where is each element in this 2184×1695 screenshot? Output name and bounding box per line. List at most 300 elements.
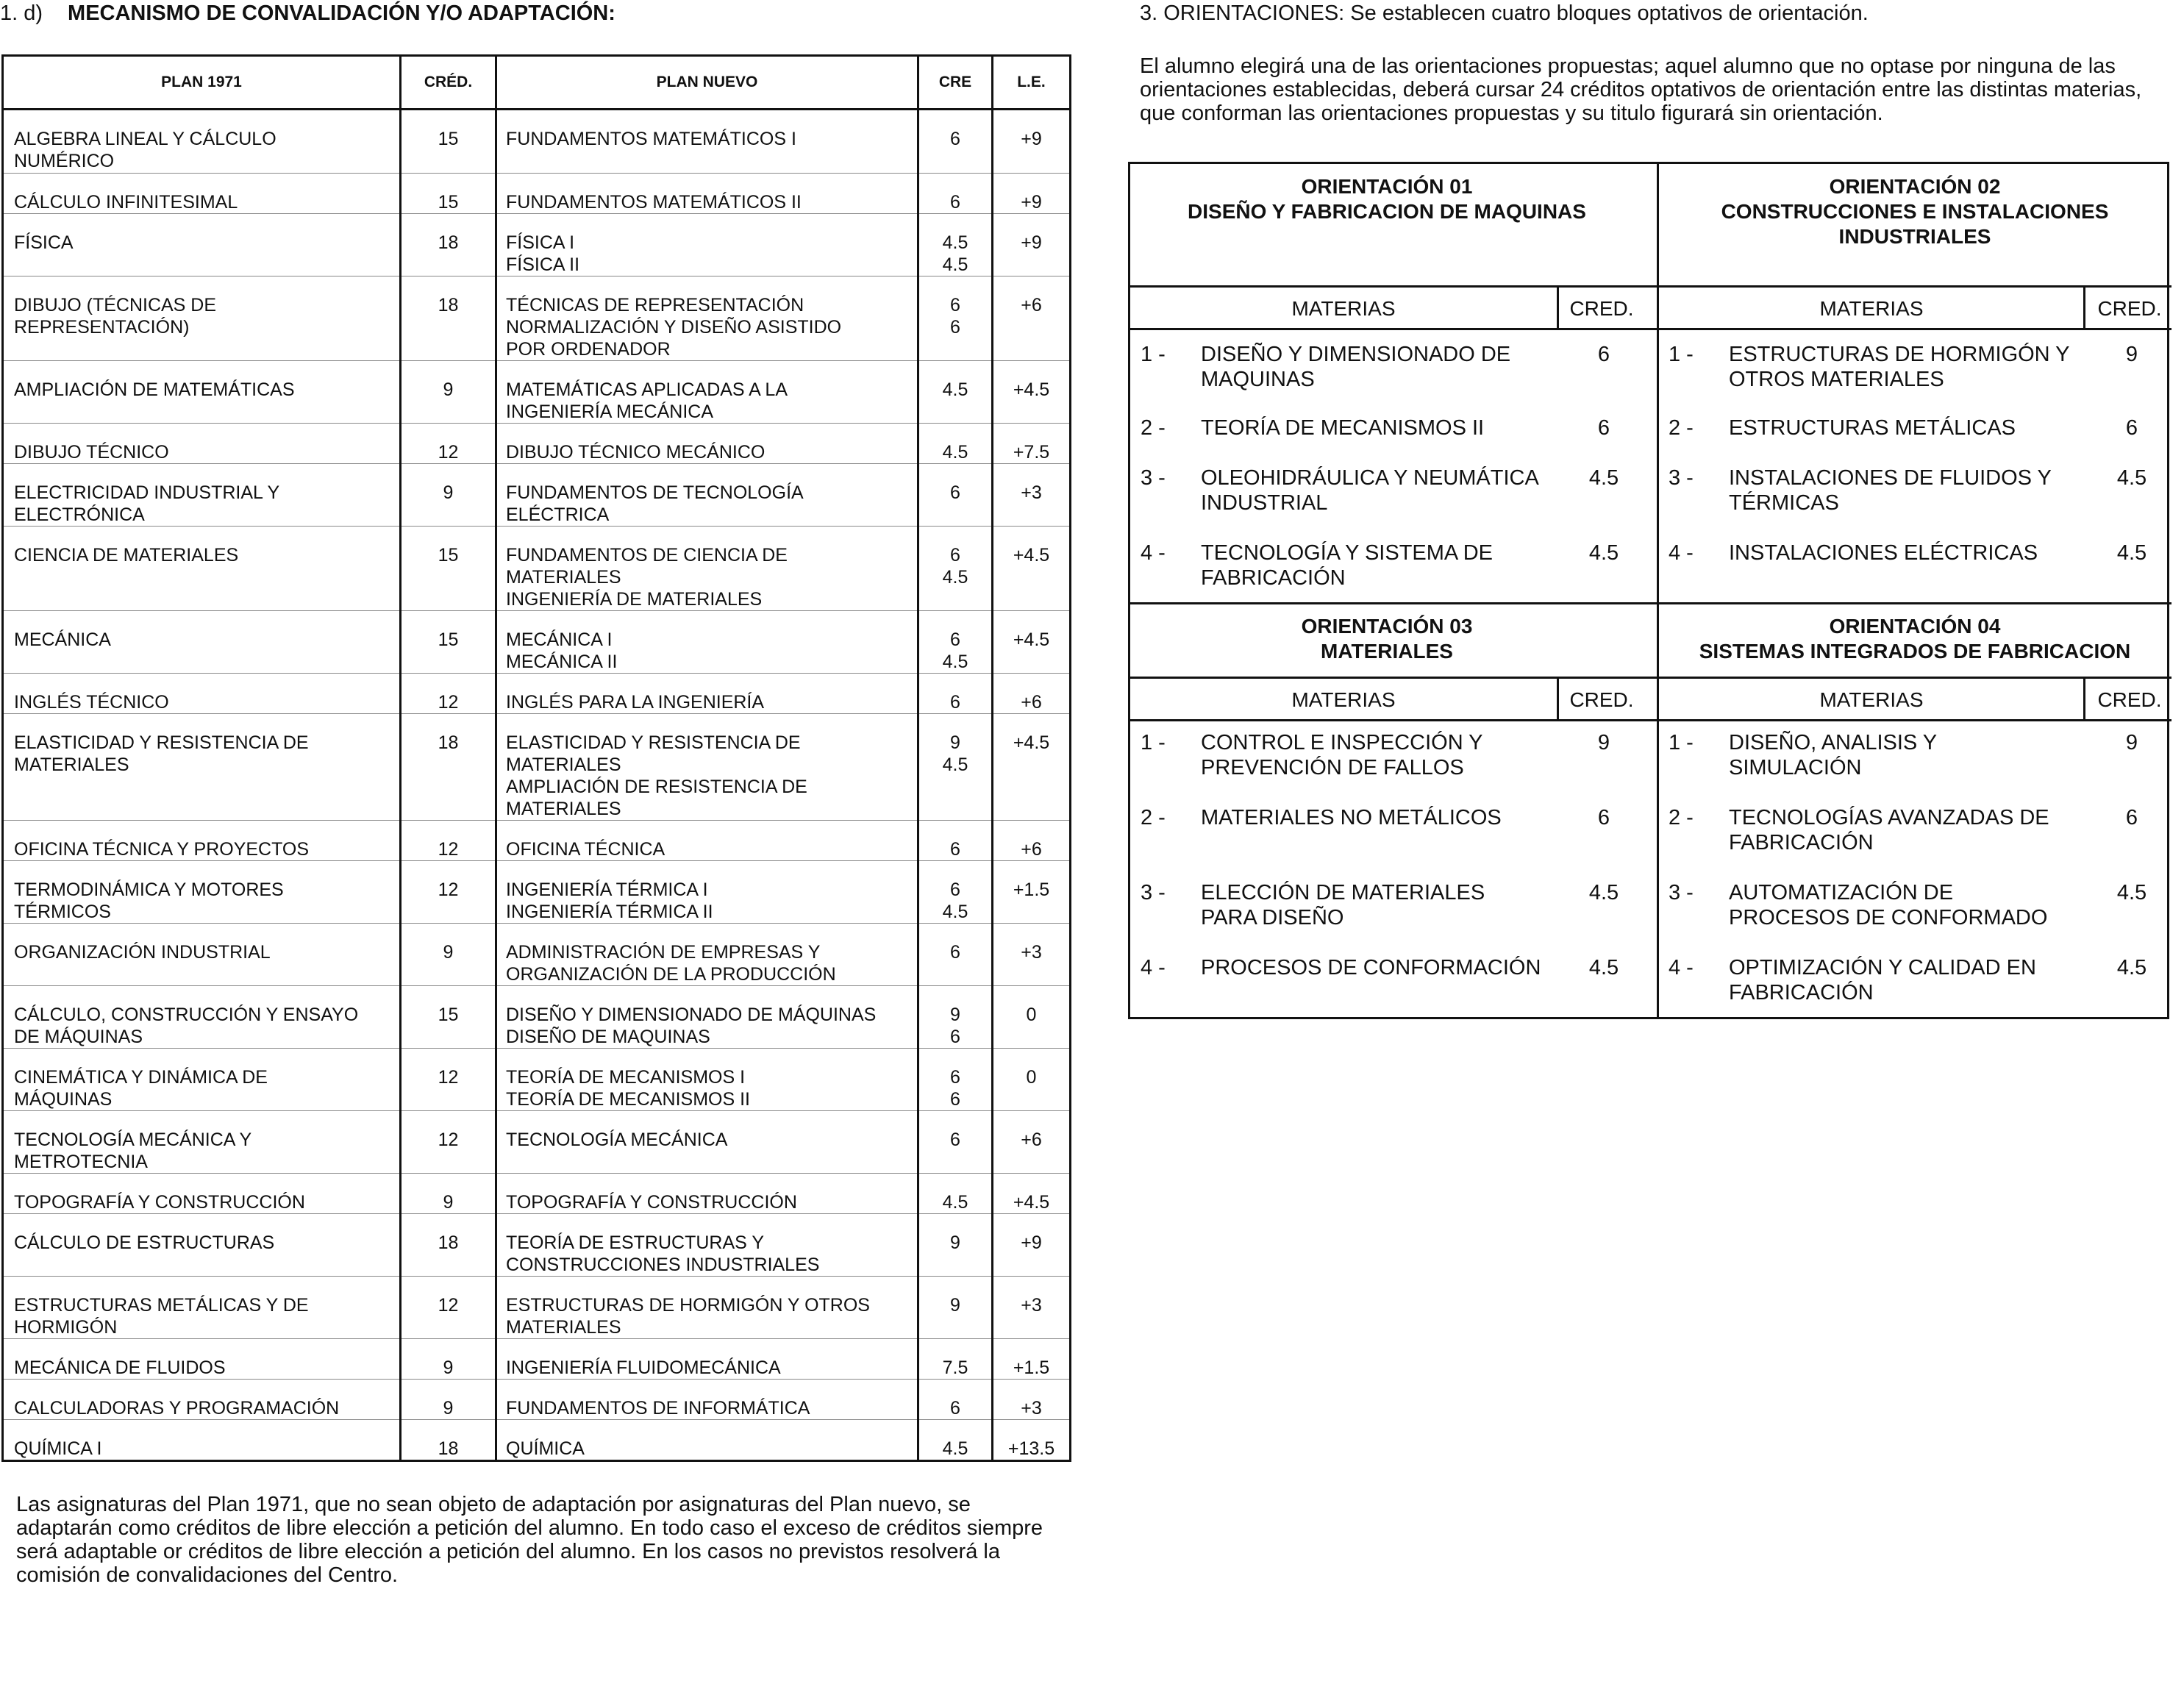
plan-nuevo-cell-line: FUNDAMENTOS MATEMÁTICOS I: [506, 129, 796, 149]
cre-cell-line: 6: [950, 129, 960, 149]
cre-cell-line: 9: [950, 1004, 960, 1025]
item-name-line: INDUSTRIAL: [1201, 491, 1328, 515]
plan-nuevo-cell-line: INGLÉS PARA LA INGENIERÍA: [506, 692, 765, 713]
plan-nuevo-cell-line: MATERIALES: [506, 567, 621, 588]
plan-1971-cell-line: MÁQUINAS: [14, 1089, 113, 1110]
header-plan-nuevo: PLAN NUEVO: [496, 56, 918, 110]
plan-1971-cell-line: FÍSICA: [14, 232, 74, 253]
item-name-line: DISEÑO, ANALISIS Y: [1729, 731, 1938, 754]
plan-1971-cell: [3, 1420, 401, 1461]
plan-nuevo-cell: [496, 1339, 918, 1380]
col-cred: CRED.: [2097, 297, 2162, 320]
item-number: 4 -: [1669, 956, 1694, 979]
le-cell-line: +6: [1021, 295, 1042, 315]
table-row: [3, 611, 1071, 674]
rule-bottom-colheads: [1130, 719, 2171, 721]
le-cell-line: +9: [1021, 1232, 1042, 1253]
cre-cell-line: 6: [950, 1027, 960, 1047]
plan-nuevo-cell: [496, 1214, 918, 1277]
cred-cell: [401, 674, 496, 714]
le-cell-line: +7.5: [1013, 442, 1050, 463]
item-name-line: TECNOLOGÍA Y SISTEMA DE: [1201, 541, 1493, 565]
cred-cell-line: 18: [438, 1232, 459, 1253]
item-name-line: DISEÑO Y DIMENSIONADO DE: [1201, 343, 1511, 366]
item-credits: 4.5: [2116, 466, 2147, 490]
orientation-title-line: DISEÑO Y FABRICACION DE MAQUINAS: [1188, 200, 1586, 223]
plan-nuevo-cell: [496, 1049, 918, 1111]
section-1d-heading: [0, 1, 615, 26]
plan-1971-cell: [3, 527, 401, 611]
plan-nuevo-cell: [496, 674, 918, 714]
item-name: [1201, 955, 1554, 980]
plan-1971-cell: [3, 361, 401, 424]
item-number: 2 -: [1669, 416, 1694, 440]
plan-nuevo-cell: [496, 174, 918, 214]
item-name: [1201, 342, 1554, 392]
item-number: 4 -: [1141, 541, 1166, 565]
item-name-line: PREVENCIÓN DE FALLOS: [1201, 756, 1464, 779]
cre-cell: [918, 1339, 993, 1380]
le-cell: [993, 174, 1071, 214]
plan-1971-cell: [3, 110, 401, 174]
item-credits: 4.5: [1588, 881, 1619, 904]
item-number: 1 -: [1141, 343, 1166, 366]
item-name: [1729, 465, 2082, 515]
plan-1971-cell-line: CINEMÁTICA Y DINÁMICA DE: [14, 1067, 268, 1088]
le-cell: [993, 464, 1071, 527]
item-credits: 6: [1597, 343, 1610, 366]
cre-cell-line: 6: [950, 295, 960, 315]
cred-cell: [401, 714, 496, 821]
cre-cell-line: 6: [950, 692, 960, 713]
plan-1971-cell-line: ORGANIZACIÓN INDUSTRIAL: [14, 942, 271, 963]
orientations-intro: El alumno elegirá una de las orientaciones propuestas; aquel alumno que no optase por ninguna de las orientaciones establecidas, deberá cursar 24 créditos optativos de orientación entre las distintas materias, que conforman las orientaciones propuestas y su titulo figurará sin orientación.: [1140, 54, 2142, 125]
cred-cell-line: 18: [438, 295, 459, 315]
plan-nuevo-cell-line: FUNDAMENTOS DE INFORMÁTICA: [506, 1398, 810, 1419]
cre-cell-line: 4.5: [942, 379, 968, 400]
le-cell: [993, 527, 1071, 611]
cre-cell: [918, 674, 993, 714]
item-credits: 4.5: [2116, 956, 2147, 979]
plan-nuevo-cell-line: TÉCNICAS DE REPRESENTACIÓN: [506, 295, 804, 315]
plan-nuevo-cell-line: ADMINISTRACIÓN DE EMPRESAS Y: [506, 942, 821, 963]
le-cell: [993, 611, 1071, 674]
le-cell: [993, 1174, 1071, 1214]
plan-1971-cell-line: CALCULADORAS Y PROGRAMACIÓN: [14, 1398, 340, 1419]
item-number: 2 -: [1141, 806, 1166, 829]
plan-1971-cell-line: TOPOGRAFÍA Y CONSTRUCCIÓN: [14, 1192, 305, 1213]
table-header-row: [3, 56, 1071, 110]
item-name-line: FABRICACIÓN: [1201, 566, 1346, 590]
cred-cell-line: 18: [438, 732, 459, 753]
cred-cell-line: 9: [443, 1357, 454, 1378]
item-name-line: PROCESOS DE CONFORMACIÓN: [1201, 956, 1541, 979]
item-name-line: OLEOHIDRÁULICA Y NEUMÁTICA: [1201, 466, 1539, 490]
plan-nuevo-cell-line: DISEÑO Y DIMENSIONADO DE MÁQUINAS: [506, 1004, 877, 1025]
plan-1971-cell-line: TÉRMICOS: [14, 902, 111, 922]
cre-cell-line: 4.5: [942, 902, 968, 922]
item-number: 1 -: [1141, 731, 1166, 754]
plan-nuevo-cell: [496, 424, 918, 464]
plan-nuevo-cell: [496, 1380, 918, 1420]
plan-1971-cell-line: DIBUJO TÉCNICO: [14, 442, 169, 463]
cred-cell: [401, 214, 496, 276]
table-row: [3, 214, 1071, 276]
item-name-line: PARA DISEÑO: [1201, 906, 1344, 929]
plan-nuevo-cell: [496, 527, 918, 611]
plan-1971-cell-line: ELECTRÓNICA: [14, 504, 145, 525]
plan-1971-cell-line: CÁLCULO INFINITESIMAL: [14, 192, 238, 213]
item-credits: 9: [2125, 731, 2138, 754]
cred-cell: [401, 1277, 496, 1339]
cre-cell-line: 4.5: [942, 567, 968, 588]
cred-cell: [401, 986, 496, 1049]
plan-1971-cell: [3, 276, 401, 361]
cre-cell: [918, 1214, 993, 1277]
table-row: [3, 674, 1071, 714]
orientations-table: [1128, 162, 2169, 1019]
plan-1971-cell: [3, 611, 401, 674]
plan-1971-cell: [3, 1277, 401, 1339]
item-name-line: FABRICACIÓN: [1729, 981, 1874, 1004]
item-name-line: INSTALACIONES ELÉCTRICAS: [1729, 541, 2038, 565]
cre-cell-line: 4.5: [942, 232, 968, 253]
cre-cell-line: 6: [950, 1067, 960, 1088]
cre-cell: [918, 861, 993, 924]
cre-cell-line: 7.5: [942, 1357, 968, 1378]
plan-nuevo-cell-line: FÍSICA I: [506, 232, 575, 253]
cre-cell-line: 6: [950, 1089, 960, 1110]
le-cell-line: +6: [1021, 692, 1042, 713]
orientation-title-line: ORIENTACIÓN 04: [1829, 615, 2001, 638]
item-name: [1201, 880, 1554, 930]
table-row: [3, 1339, 1071, 1380]
item-number: 1 -: [1669, 731, 1694, 754]
le-cell: [993, 1420, 1071, 1461]
plan-nuevo-cell-line: TEORÍA DE ESTRUCTURAS Y: [506, 1232, 764, 1253]
plan-nuevo-cell-line: TEORÍA DE MECANISMOS II: [506, 1089, 750, 1110]
col-materias: MATERIAS: [1291, 688, 1396, 711]
le-cell-line: +4.5: [1013, 1192, 1050, 1213]
cred-cell-line: 12: [438, 1067, 459, 1088]
plan-nuevo-cell-line: INGENIERÍA DE MATERIALES: [506, 589, 763, 610]
le-cell-line: +9: [1021, 129, 1042, 149]
cre-cell: [918, 527, 993, 611]
cred-cell: [401, 1420, 496, 1461]
header-cre: CRE: [918, 56, 993, 110]
cre-cell: [918, 924, 993, 986]
plan-nuevo-cell-line: INGENIERÍA TÉRMICA II: [506, 902, 713, 922]
plan-1971-cell: [3, 924, 401, 986]
plan-1971-cell: [3, 714, 401, 821]
plan-nuevo-cell-line: NORMALIZACIÓN Y DISEÑO ASISTIDO: [506, 317, 842, 338]
plan-1971-cell-line: DE MÁQUINAS: [14, 1027, 143, 1047]
cre-cell: [918, 1049, 993, 1111]
plan-1971-cell-line: MATERIALES: [14, 754, 129, 775]
header-le: L.E.: [993, 56, 1071, 110]
table-row: [3, 1420, 1071, 1461]
cred-cell: [401, 1339, 496, 1380]
le-cell-line: +3: [1021, 1398, 1042, 1419]
le-cell: [993, 714, 1071, 821]
cre-cell-line: 6: [950, 839, 960, 860]
item-name: [1729, 730, 2082, 780]
item-credits: 6: [1597, 806, 1610, 829]
item-name: [1729, 805, 2082, 855]
plan-1971-cell: [3, 174, 401, 214]
cred-cell-line: 9: [443, 1192, 454, 1213]
cred-cell: [401, 1111, 496, 1174]
center-divider: [1657, 164, 1659, 1019]
plan-nuevo-cell-line: QUÍMICA: [506, 1438, 585, 1459]
header-plan-1971: PLAN 1971: [3, 56, 401, 110]
col-cred: CRED.: [1569, 297, 1634, 320]
cred-cell-line: 9: [443, 482, 454, 503]
plan-1971-cell: [3, 1214, 401, 1277]
plan-1971-cell: [3, 1174, 401, 1214]
cre-cell-line: 6: [950, 942, 960, 963]
item-name: [1201, 805, 1554, 830]
cre-cell: [918, 986, 993, 1049]
plan-nuevo-cell: [496, 110, 918, 174]
cre-cell-line: 6: [950, 192, 960, 213]
plan-1971-cell: [3, 214, 401, 276]
le-cell: [993, 1049, 1071, 1111]
item-name: [1201, 730, 1554, 780]
table-row: [3, 361, 1071, 424]
cred-cell-line: 9: [443, 942, 454, 963]
plan-1971-cell: [3, 821, 401, 861]
cre-cell-line: 6: [950, 482, 960, 503]
rule-bottom-headers: [1130, 677, 2171, 679]
section-title: MECANISMO DE CONVALIDACIÓN Y/O ADAPTACIÓN:: [68, 1, 615, 25]
item-name-line: TEORÍA DE MECANISMOS II: [1201, 416, 1485, 440]
le-cell: [993, 1277, 1071, 1339]
le-cell-line: +1.5: [1013, 1357, 1050, 1378]
orientation-title-line: MATERIALES: [1321, 640, 1453, 663]
item-number: 3 -: [1669, 881, 1694, 904]
cred-cell: [401, 276, 496, 361]
col-materias: MATERIAS: [1291, 297, 1396, 320]
le-cell-line: +4.5: [1013, 545, 1050, 565]
le-cell-line: +3: [1021, 1295, 1042, 1316]
plan-nuevo-cell: [496, 276, 918, 361]
orientation-title: [1130, 614, 1644, 664]
cred-cell: [401, 110, 496, 174]
convalidation-table: [1, 54, 1071, 1462]
item-name-line: PROCESOS DE CONFORMADO: [1729, 906, 2048, 929]
le-cell: [993, 424, 1071, 464]
cre-cell: [918, 361, 993, 424]
cre-cell-line: 4.5: [942, 1438, 968, 1459]
plan-1971-cell-line: QUÍMICA I: [14, 1438, 102, 1459]
item-name: [1729, 880, 2082, 930]
item-name-line: CONTROL E INSPECCIÓN Y: [1201, 731, 1483, 754]
item-name-line: MATERIALES NO METÁLICOS: [1201, 806, 1502, 829]
plan-nuevo-cell-line: FUNDAMENTOS DE TECNOLOGÍA: [506, 482, 804, 503]
cred-cell-line: 12: [438, 879, 459, 900]
cred-cell-line: 9: [443, 379, 454, 400]
le-cell-line: +3: [1021, 482, 1042, 503]
le-cell-line: +3: [1021, 942, 1042, 963]
header-cred: CRÉD.: [401, 56, 496, 110]
item-name-line: TÉRMICAS: [1729, 491, 1839, 515]
item-name-line: SIMULACIÓN: [1729, 756, 1862, 779]
item-number: 2 -: [1141, 416, 1166, 440]
plan-nuevo-cell-line: ORGANIZACIÓN DE LA PRODUCCIÓN: [506, 964, 836, 985]
cre-cell: [918, 110, 993, 174]
plan-nuevo-cell-line: ELASTICIDAD Y RESISTENCIA DE: [506, 732, 801, 753]
cred-cell: [401, 1380, 496, 1420]
cred-cell: [401, 1214, 496, 1277]
cre-cell: [918, 1111, 993, 1174]
le-cell: [993, 1214, 1071, 1277]
cre-cell-line: 9: [950, 1295, 960, 1316]
item-name: [1201, 540, 1554, 590]
cre-cell: [918, 464, 993, 527]
item-name: [1729, 540, 2082, 565]
section-number: 1. d): [0, 1, 43, 25]
cre-cell-line: 4.5: [942, 1192, 968, 1213]
plan-nuevo-cell-line: MATERIALES: [506, 799, 621, 819]
item-credits: 4.5: [2116, 881, 2147, 904]
table-row: [3, 1049, 1071, 1111]
item-name-line: ESTRUCTURAS METÁLICAS: [1729, 416, 2016, 440]
le-cell-line: +9: [1021, 232, 1042, 253]
item-number: 3 -: [1141, 881, 1166, 904]
orientation-title-line: ORIENTACIÓN 02: [1829, 175, 2001, 198]
cre-cell: [918, 424, 993, 464]
plan-1971-cell-line: INGLÉS TÉCNICO: [14, 692, 169, 713]
item-name-line: ELECCIÓN DE MATERIALES: [1201, 881, 1485, 904]
plan-nuevo-cell: [496, 464, 918, 527]
cre-cell-line: 4.5: [942, 442, 968, 463]
item-number: 1 -: [1669, 343, 1694, 366]
plan-nuevo-cell-line: MATERIALES: [506, 1317, 621, 1338]
plan-1971-cell-line: AMPLIACIÓN DE MATEMÁTICAS: [14, 379, 295, 400]
cred-cell-line: 15: [438, 629, 459, 650]
plan-nuevo-cell-line: DISEÑO DE MAQUINAS: [506, 1027, 710, 1047]
cre-cell: [918, 611, 993, 674]
le-cell-line: +6: [1021, 839, 1042, 860]
le-cell-line: +6: [1021, 1130, 1042, 1150]
cre-cell-line: 4.5: [942, 254, 968, 275]
plan-1971-cell-line: ALGEBRA LINEAL Y CÁLCULO: [14, 129, 276, 149]
cre-cell: [918, 1174, 993, 1214]
cre-cell-line: 6: [950, 1398, 960, 1419]
cred-cell: [401, 174, 496, 214]
item-number: 2 -: [1669, 806, 1694, 829]
rule-middle: [1130, 602, 2171, 604]
cred-cell-line: 12: [438, 1295, 459, 1316]
col-materias: MATERIAS: [1819, 297, 1924, 320]
item-name-line: INSTALACIONES DE FLUIDOS Y: [1729, 466, 2052, 490]
adaptation-note: Las asignaturas del Plan 1971, que no sean objeto de adaptación por asignaturas del Plan nuevo, se adaptarán como créditos de libre elección a petición del alumno. En todo caso el exceso de créditos siempre será adaptable or créditos de libre elección a petición del alumno. En los casos no previstos resolverá la comisión de convalidaciones del Centro.: [16, 1493, 1043, 1587]
item-name-line: ESTRUCTURAS DE HORMIGÓN Y: [1729, 343, 2070, 366]
le-cell-line: +4.5: [1013, 379, 1050, 400]
plan-1971-cell-line: TECNOLOGÍA MECÁNICA Y: [14, 1130, 252, 1150]
orientation-title: [1658, 174, 2171, 249]
cre-cell-line: 9: [950, 732, 960, 753]
table-row: [3, 174, 1071, 214]
item-name-line: AUTOMATIZACIÓN DE: [1729, 881, 1954, 904]
cred-cell: [401, 861, 496, 924]
table-row: [3, 110, 1071, 174]
plan-nuevo-cell-line: FUNDAMENTOS MATEMÁTICOS II: [506, 192, 802, 213]
table-row: [3, 464, 1071, 527]
cred-cell-line: 9: [443, 1398, 454, 1419]
plan-nuevo-cell: [496, 1174, 918, 1214]
plan-nuevo-cell: [496, 611, 918, 674]
table-row: [3, 986, 1071, 1049]
plan-nuevo-cell: [496, 1277, 918, 1339]
plan-nuevo-cell-line: ESTRUCTURAS DE HORMIGÓN Y OTROS: [506, 1295, 870, 1316]
plan-nuevo-cell: [496, 1420, 918, 1461]
plan-1971-cell: [3, 1339, 401, 1380]
orientation-title-line: SISTEMAS INTEGRADOS DE FABRICACION: [1699, 640, 2131, 663]
cred-cell: [401, 527, 496, 611]
le-cell: [993, 276, 1071, 361]
plan-nuevo-cell-line: TEORÍA DE MECANISMOS I: [506, 1067, 746, 1088]
table-row: [3, 527, 1071, 611]
le-cell-line: +4.5: [1013, 629, 1050, 650]
plan-1971-cell: [3, 861, 401, 924]
table-row: [3, 1111, 1071, 1174]
plan-1971-cell-line: MECÁNICA DE FLUIDOS: [14, 1357, 226, 1378]
item-credits: 6: [1597, 416, 1610, 440]
cred-cell-line: 15: [438, 545, 459, 565]
plan-nuevo-cell-line: INGENIERÍA TÉRMICA I: [506, 879, 708, 900]
plan-nuevo-cell-line: CONSTRUCCIONES INDUSTRIALES: [506, 1255, 820, 1275]
table-row: [3, 1380, 1071, 1420]
table-row: [3, 1174, 1071, 1214]
plan-1971-cell-line: ESTRUCTURAS METÁLICAS Y DE: [14, 1295, 309, 1316]
plan-1971-cell-line: CIENCIA DE MATERIALES: [14, 545, 239, 565]
plan-nuevo-cell-line: MATEMÁTICAS APLICADAS A LA: [506, 379, 788, 400]
cre-cell: [918, 214, 993, 276]
table-row: [3, 424, 1071, 464]
orientation-title-line: ORIENTACIÓN 01: [1301, 175, 1473, 198]
plan-1971-cell: [3, 986, 401, 1049]
plan-1971-cell-line: HORMIGÓN: [14, 1317, 118, 1338]
le-cell-line: +4.5: [1013, 732, 1050, 753]
le-cell: [993, 674, 1071, 714]
plan-nuevo-cell: [496, 714, 918, 821]
col-cred: CRED.: [1569, 688, 1634, 711]
rule-top-headers: [1130, 285, 2171, 288]
table-row: [3, 276, 1071, 361]
cre-cell: [918, 276, 993, 361]
cre-cell: [918, 1380, 993, 1420]
cre-cell-line: 4.5: [942, 754, 968, 775]
le-cell: [993, 1380, 1071, 1420]
plan-1971-cell-line: CÁLCULO, CONSTRUCCIÓN Y ENSAYO: [14, 1004, 359, 1025]
item-name: [1729, 955, 2082, 1005]
cred-cell-line: 15: [438, 192, 459, 213]
item-name-line: OTROS MATERIALES: [1729, 368, 1944, 391]
cred-cell-line: 15: [438, 129, 459, 149]
item-name-line: MAQUINAS: [1201, 368, 1315, 391]
cred-cell: [401, 821, 496, 861]
item-credits: 4.5: [1588, 466, 1619, 490]
plan-nuevo-cell: [496, 924, 918, 986]
cre-cell: [918, 714, 993, 821]
orientation-title: [1658, 614, 2171, 664]
item-number: 3 -: [1141, 466, 1166, 490]
le-cell: [993, 924, 1071, 986]
item-credits: 9: [2125, 343, 2138, 366]
plan-nuevo-cell-line: TECNOLOGÍA MECÁNICA: [506, 1130, 728, 1150]
